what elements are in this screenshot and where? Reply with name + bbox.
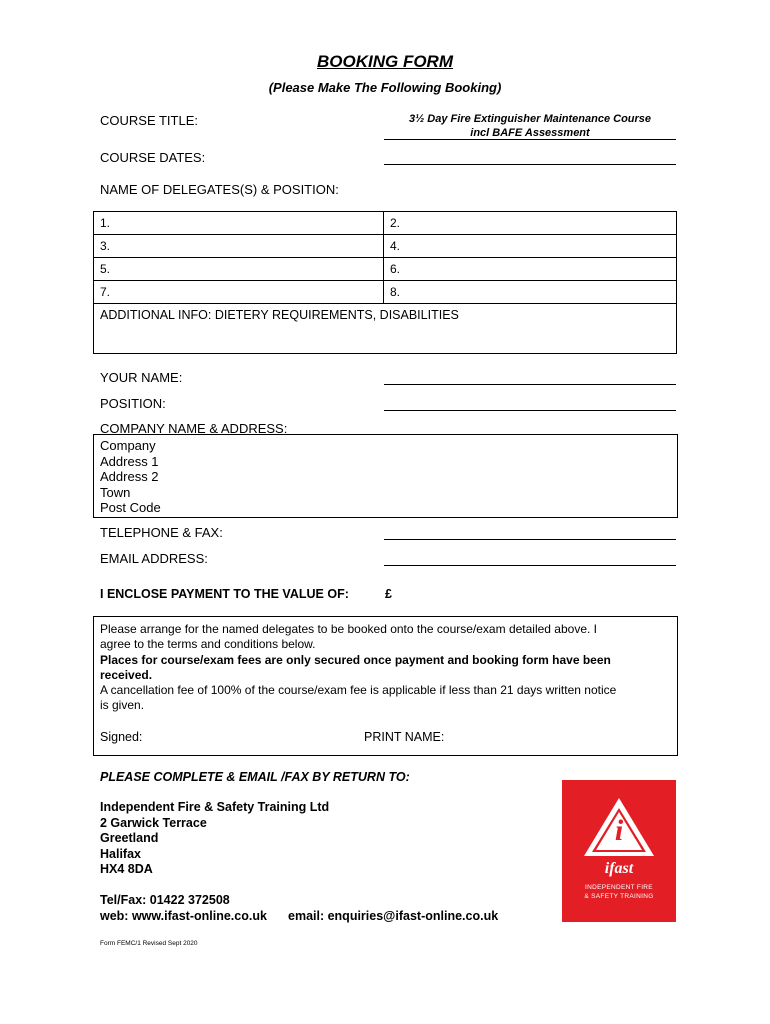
terms-box — [93, 616, 678, 756]
delegate-cell[interactable]: 6. — [384, 258, 677, 281]
return-address-line: HX4 8DA — [100, 862, 153, 877]
terms-text: is given. — [100, 698, 145, 713]
form-subtitle: (Please Make The Following Booking) — [268, 80, 502, 95]
course-dates-label: COURSE DATES: — [100, 150, 206, 165]
table-row — [94, 281, 677, 304]
payment-label: I ENCLOSE PAYMENT TO THE VALUE OF: — [100, 587, 349, 601]
course-title-label: COURSE TITLE: — [100, 113, 199, 128]
telephone-label: TELEPHONE & FAX: — [100, 525, 223, 540]
your-name-field[interactable] — [384, 384, 676, 385]
terms-text: A cancellation fee of 100% of the course/exam fee is applicable if less than 21 days written notice — [100, 683, 617, 698]
return-address — [100, 800, 329, 878]
terms-bold-text: received. — [100, 667, 153, 682]
delegate-cell[interactable]: 8. — [384, 281, 677, 304]
form-reference: Form FEMC/1 Revised Sept 2020 — [100, 940, 198, 947]
company-address-label: COMPANY NAME & ADDRESS: — [100, 421, 288, 436]
address-line: Post Code — [100, 500, 161, 515]
delegate-cell[interactable]: 2. — [384, 212, 677, 235]
return-address-line: 2 Garwick Terrace — [100, 815, 207, 830]
additional-info-cell[interactable]: ADDITIONAL INFO: DIETERY REQUIREMENTS, DISABILITIES — [94, 304, 677, 354]
course-dates-field[interactable] — [384, 164, 676, 165]
logo-brand: ifast — [604, 860, 634, 877]
address-line: Address 1 — [100, 453, 159, 469]
return-address-line: Greetland — [100, 831, 159, 846]
position-field[interactable] — [384, 410, 676, 411]
address-line: Town — [100, 484, 131, 500]
email-link[interactable]: email: enquiries@ifast-online.co.uk — [288, 909, 499, 923]
telephone-field[interactable] — [384, 539, 676, 540]
your-name-label: YOUR NAME: — [100, 370, 183, 385]
form-title: BOOKING FORM — [317, 52, 453, 71]
email-field[interactable] — [384, 565, 676, 566]
terms-bold-text: Places for course/exam fees are only secured once payment and booking form have been — [100, 652, 611, 667]
address-line: Company — [100, 438, 156, 453]
signed-label[interactable]: Signed: — [100, 730, 143, 744]
delegate-cell[interactable]: 7. — [94, 281, 384, 304]
logo-tagline: & SAFETY TRAINING — [584, 893, 654, 900]
telfax-text: Tel/Fax: 01422 372508 — [100, 893, 230, 907]
company-address-box[interactable] — [93, 434, 678, 518]
ifast-logo — [562, 780, 676, 922]
return-address-line: Halifax — [100, 846, 141, 861]
table-row — [94, 212, 677, 235]
logo-tagline: INDEPENDENT FIRE — [585, 884, 653, 891]
terms-text: agree to the terms and conditions below. — [100, 637, 316, 652]
terms-text: Please arrange for the named delegates to be booked onto the course/exam detailed above. I — [100, 622, 598, 636]
position-label: POSITION: — [100, 396, 166, 411]
delegates-label: NAME OF DELEGATES(S) & POSITION: — [100, 182, 339, 197]
course-title-underline — [384, 139, 676, 140]
table-row — [94, 235, 677, 258]
payment-currency[interactable]: £ — [385, 587, 392, 601]
delegates-table — [93, 211, 677, 354]
address-line: Address 2 — [100, 469, 159, 484]
delegate-cell[interactable]: 1. — [94, 212, 384, 235]
course-title-line2: incl BAFE Assessment — [470, 127, 590, 139]
print-name-label[interactable]: PRINT NAME: — [364, 730, 445, 744]
delegate-cell[interactable]: 5. — [94, 258, 384, 281]
return-heading: PLEASE COMPLETE & EMAIL /FAX BY RETURN TO: — [100, 770, 410, 784]
return-address-line: Independent Fire & Safety Training Ltd — [100, 800, 330, 814]
course-title-value — [384, 112, 676, 140]
email-label: EMAIL ADDRESS: — [100, 551, 208, 566]
course-title-line1: 3½ Day Fire Extinguisher Maintenance Course — [408, 113, 652, 125]
logo-mark: i — [614, 814, 624, 847]
table-row — [94, 258, 677, 281]
delegate-cell[interactable]: 4. — [384, 235, 677, 258]
web-link[interactable]: web: www.ifast-online.co.uk — [100, 909, 267, 923]
delegate-cell[interactable]: 3. — [94, 235, 384, 258]
table-row — [94, 304, 677, 354]
